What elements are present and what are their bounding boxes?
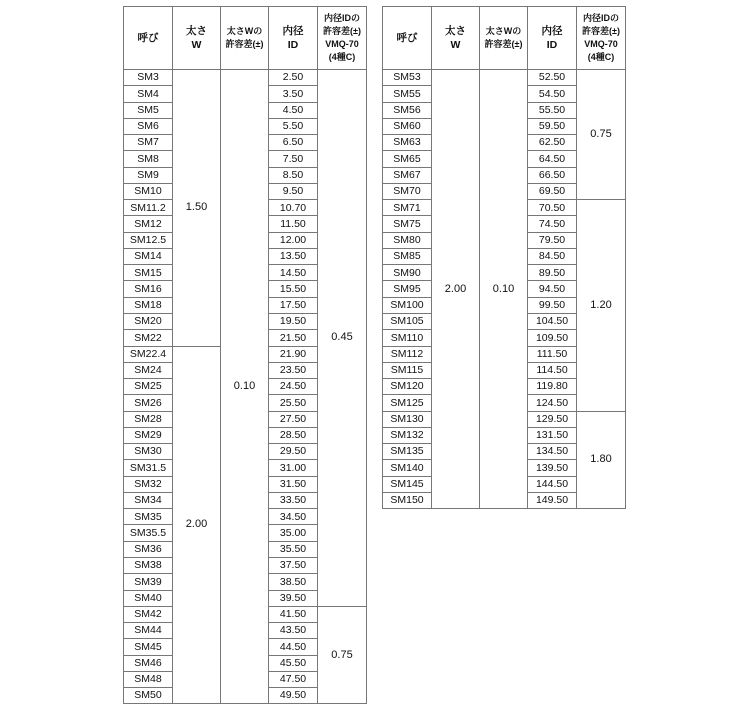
inner-diameter-cell: 119.80 <box>528 379 577 395</box>
inner-diameter-cell: 38.50 <box>269 574 318 590</box>
nominal-cell: SM132 <box>383 427 432 443</box>
header-thickness-tolerance: 太さWの 許容差(±) <box>221 7 269 70</box>
header-id-tolerance: 内径IDの 許容差(±) VMQ-70 (4種C) <box>577 7 626 70</box>
inner-diameter-cell: 4.50 <box>269 102 318 118</box>
inner-diameter-cell: 5.50 <box>269 118 318 134</box>
inner-diameter-cell: 15.50 <box>269 281 318 297</box>
nominal-cell: SM145 <box>383 476 432 492</box>
inner-diameter-cell: 17.50 <box>269 297 318 313</box>
nominal-cell: SM63 <box>383 135 432 151</box>
nominal-cell: SM45 <box>124 639 173 655</box>
thickness-cell: 2.00 <box>432 70 480 509</box>
nominal-cell: SM46 <box>124 655 173 671</box>
nominal-cell: SM150 <box>383 492 432 508</box>
nominal-cell: SM36 <box>124 541 173 557</box>
inner-diameter-cell: 52.50 <box>528 70 577 86</box>
nominal-cell: SM25 <box>124 379 173 395</box>
size-table-right <box>382 6 626 509</box>
nominal-cell: SM85 <box>383 248 432 264</box>
inner-diameter-cell: 12.00 <box>269 232 318 248</box>
nominal-cell: SM4 <box>124 86 173 102</box>
inner-diameter-cell: 47.50 <box>269 671 318 687</box>
inner-diameter-cell: 129.50 <box>528 411 577 427</box>
inner-diameter-cell: 13.50 <box>269 248 318 264</box>
nominal-cell: SM31.5 <box>124 460 173 476</box>
inner-diameter-cell: 35.50 <box>269 541 318 557</box>
nominal-cell: SM125 <box>383 395 432 411</box>
nominal-cell: SM110 <box>383 330 432 346</box>
nominal-cell: SM55 <box>383 86 432 102</box>
nominal-cell: SM22 <box>124 330 173 346</box>
nominal-cell: SM10 <box>124 183 173 199</box>
nominal-cell: SM90 <box>383 265 432 281</box>
inner-diameter-cell: 35.00 <box>269 525 318 541</box>
nominal-cell: SM39 <box>124 574 173 590</box>
inner-diameter-cell: 70.50 <box>528 200 577 216</box>
inner-diameter-cell: 66.50 <box>528 167 577 183</box>
inner-diameter-cell: 144.50 <box>528 476 577 492</box>
inner-diameter-cell: 6.50 <box>269 135 318 151</box>
inner-diameter-cell: 31.50 <box>269 476 318 492</box>
nominal-cell: SM8 <box>124 151 173 167</box>
inner-diameter-cell: 21.50 <box>269 330 318 346</box>
nominal-cell: SM67 <box>383 167 432 183</box>
nominal-cell: SM38 <box>124 557 173 573</box>
inner-diameter-cell: 23.50 <box>269 362 318 378</box>
inner-diameter-cell: 89.50 <box>528 265 577 281</box>
table-row <box>124 70 367 86</box>
nominal-cell: SM14 <box>124 248 173 264</box>
nominal-cell: SM35 <box>124 509 173 525</box>
header-nominal: 呼び <box>124 7 173 70</box>
nominal-cell: SM22.4 <box>124 346 173 362</box>
nominal-cell: SM32 <box>124 476 173 492</box>
nominal-cell: SM112 <box>383 346 432 362</box>
table-body-right <box>383 70 626 509</box>
header-inner-diameter: 内径 ID <box>528 7 577 70</box>
inner-diameter-cell: 114.50 <box>528 362 577 378</box>
inner-diameter-cell: 94.50 <box>528 281 577 297</box>
inner-diameter-cell: 45.50 <box>269 655 318 671</box>
inner-diameter-cell: 131.50 <box>528 427 577 443</box>
thickness-tolerance-cell: 0.10 <box>221 70 269 704</box>
nominal-cell: SM15 <box>124 265 173 281</box>
nominal-cell: SM11.2 <box>124 200 173 216</box>
nominal-cell: SM7 <box>124 135 173 151</box>
nominal-cell: SM44 <box>124 623 173 639</box>
inner-diameter-cell: 41.50 <box>269 606 318 622</box>
inner-diameter-cell: 39.50 <box>269 590 318 606</box>
inner-diameter-cell: 33.50 <box>269 492 318 508</box>
inner-diameter-cell: 134.50 <box>528 444 577 460</box>
size-table-left <box>123 6 367 704</box>
nominal-cell: SM35.5 <box>124 525 173 541</box>
nominal-cell: SM115 <box>383 362 432 378</box>
inner-diameter-cell: 54.50 <box>528 86 577 102</box>
nominal-cell: SM120 <box>383 379 432 395</box>
inner-diameter-cell: 25.50 <box>269 395 318 411</box>
nominal-cell: SM70 <box>383 183 432 199</box>
inner-diameter-cell: 124.50 <box>528 395 577 411</box>
nominal-cell: SM48 <box>124 671 173 687</box>
nominal-cell: SM16 <box>124 281 173 297</box>
table-row <box>383 70 626 86</box>
nominal-cell: SM100 <box>383 297 432 313</box>
inner-diameter-cell: 139.50 <box>528 460 577 476</box>
nominal-cell: SM24 <box>124 362 173 378</box>
inner-diameter-cell: 10.70 <box>269 200 318 216</box>
inner-diameter-cell: 44.50 <box>269 639 318 655</box>
inner-diameter-cell: 84.50 <box>528 248 577 264</box>
nominal-cell: SM12.5 <box>124 232 173 248</box>
header-row <box>124 7 367 70</box>
thickness-tolerance-cell: 0.10 <box>480 70 528 509</box>
header-thickness: 太さ W <box>432 7 480 70</box>
inner-diameter-cell: 27.50 <box>269 411 318 427</box>
inner-diameter-cell: 43.50 <box>269 623 318 639</box>
nominal-cell: SM80 <box>383 232 432 248</box>
inner-diameter-cell: 8.50 <box>269 167 318 183</box>
nominal-cell: SM20 <box>124 313 173 329</box>
id-tolerance-cell: 1.20 <box>577 200 626 411</box>
thickness-cell: 2.00 <box>173 346 221 704</box>
nominal-cell: SM6 <box>124 118 173 134</box>
id-tolerance-cell: 1.80 <box>577 411 626 509</box>
inner-diameter-cell: 28.50 <box>269 427 318 443</box>
nominal-cell: SM75 <box>383 216 432 232</box>
nominal-cell: SM5 <box>124 102 173 118</box>
inner-diameter-cell: 49.50 <box>269 688 318 704</box>
inner-diameter-cell: 24.50 <box>269 379 318 395</box>
inner-diameter-cell: 14.50 <box>269 265 318 281</box>
nominal-cell: SM71 <box>383 200 432 216</box>
nominal-cell: SM53 <box>383 70 432 86</box>
nominal-cell: SM65 <box>383 151 432 167</box>
inner-diameter-cell: 31.00 <box>269 460 318 476</box>
inner-diameter-cell: 69.50 <box>528 183 577 199</box>
inner-diameter-cell: 9.50 <box>269 183 318 199</box>
nominal-cell: SM130 <box>383 411 432 427</box>
nominal-cell: SM135 <box>383 444 432 460</box>
header-thickness: 太さ W <box>173 7 221 70</box>
inner-diameter-cell: 21.90 <box>269 346 318 362</box>
table-body-left <box>124 70 367 704</box>
inner-diameter-cell: 34.50 <box>269 509 318 525</box>
inner-diameter-cell: 2.50 <box>269 70 318 86</box>
inner-diameter-cell: 79.50 <box>528 232 577 248</box>
nominal-cell: SM3 <box>124 70 173 86</box>
inner-diameter-cell: 11.50 <box>269 216 318 232</box>
id-tolerance-cell: 0.75 <box>318 606 367 704</box>
nominal-cell: SM9 <box>124 167 173 183</box>
inner-diameter-cell: 3.50 <box>269 86 318 102</box>
header-nominal: 呼び <box>383 7 432 70</box>
inner-diameter-cell: 111.50 <box>528 346 577 362</box>
inner-diameter-cell: 104.50 <box>528 313 577 329</box>
inner-diameter-cell: 109.50 <box>528 330 577 346</box>
inner-diameter-cell: 64.50 <box>528 151 577 167</box>
nominal-cell: SM28 <box>124 411 173 427</box>
nominal-cell: SM95 <box>383 281 432 297</box>
inner-diameter-cell: 55.50 <box>528 102 577 118</box>
inner-diameter-cell: 59.50 <box>528 118 577 134</box>
nominal-cell: SM26 <box>124 395 173 411</box>
nominal-cell: SM105 <box>383 313 432 329</box>
nominal-cell: SM12 <box>124 216 173 232</box>
id-tolerance-cell: 0.75 <box>577 70 626 200</box>
inner-diameter-cell: 74.50 <box>528 216 577 232</box>
nominal-cell: SM56 <box>383 102 432 118</box>
header-thickness-tolerance: 太さWの 許容差(±) <box>480 7 528 70</box>
nominal-cell: SM140 <box>383 460 432 476</box>
inner-diameter-cell: 19.50 <box>269 313 318 329</box>
nominal-cell: SM60 <box>383 118 432 134</box>
header-inner-diameter: 内径 ID <box>269 7 318 70</box>
nominal-cell: SM40 <box>124 590 173 606</box>
header-row <box>383 7 626 70</box>
nominal-cell: SM18 <box>124 297 173 313</box>
header-id-tolerance: 内径IDの 許容差(±) VMQ-70 (4種C) <box>318 7 367 70</box>
inner-diameter-cell: 62.50 <box>528 135 577 151</box>
id-tolerance-cell: 0.45 <box>318 70 367 607</box>
inner-diameter-cell: 149.50 <box>528 492 577 508</box>
inner-diameter-cell: 29.50 <box>269 444 318 460</box>
nominal-cell: SM29 <box>124 427 173 443</box>
thickness-cell: 1.50 <box>173 70 221 347</box>
nominal-cell: SM30 <box>124 444 173 460</box>
inner-diameter-cell: 99.50 <box>528 297 577 313</box>
nominal-cell: SM50 <box>124 688 173 704</box>
nominal-cell: SM42 <box>124 606 173 622</box>
inner-diameter-cell: 7.50 <box>269 151 318 167</box>
inner-diameter-cell: 37.50 <box>269 557 318 573</box>
nominal-cell: SM34 <box>124 492 173 508</box>
